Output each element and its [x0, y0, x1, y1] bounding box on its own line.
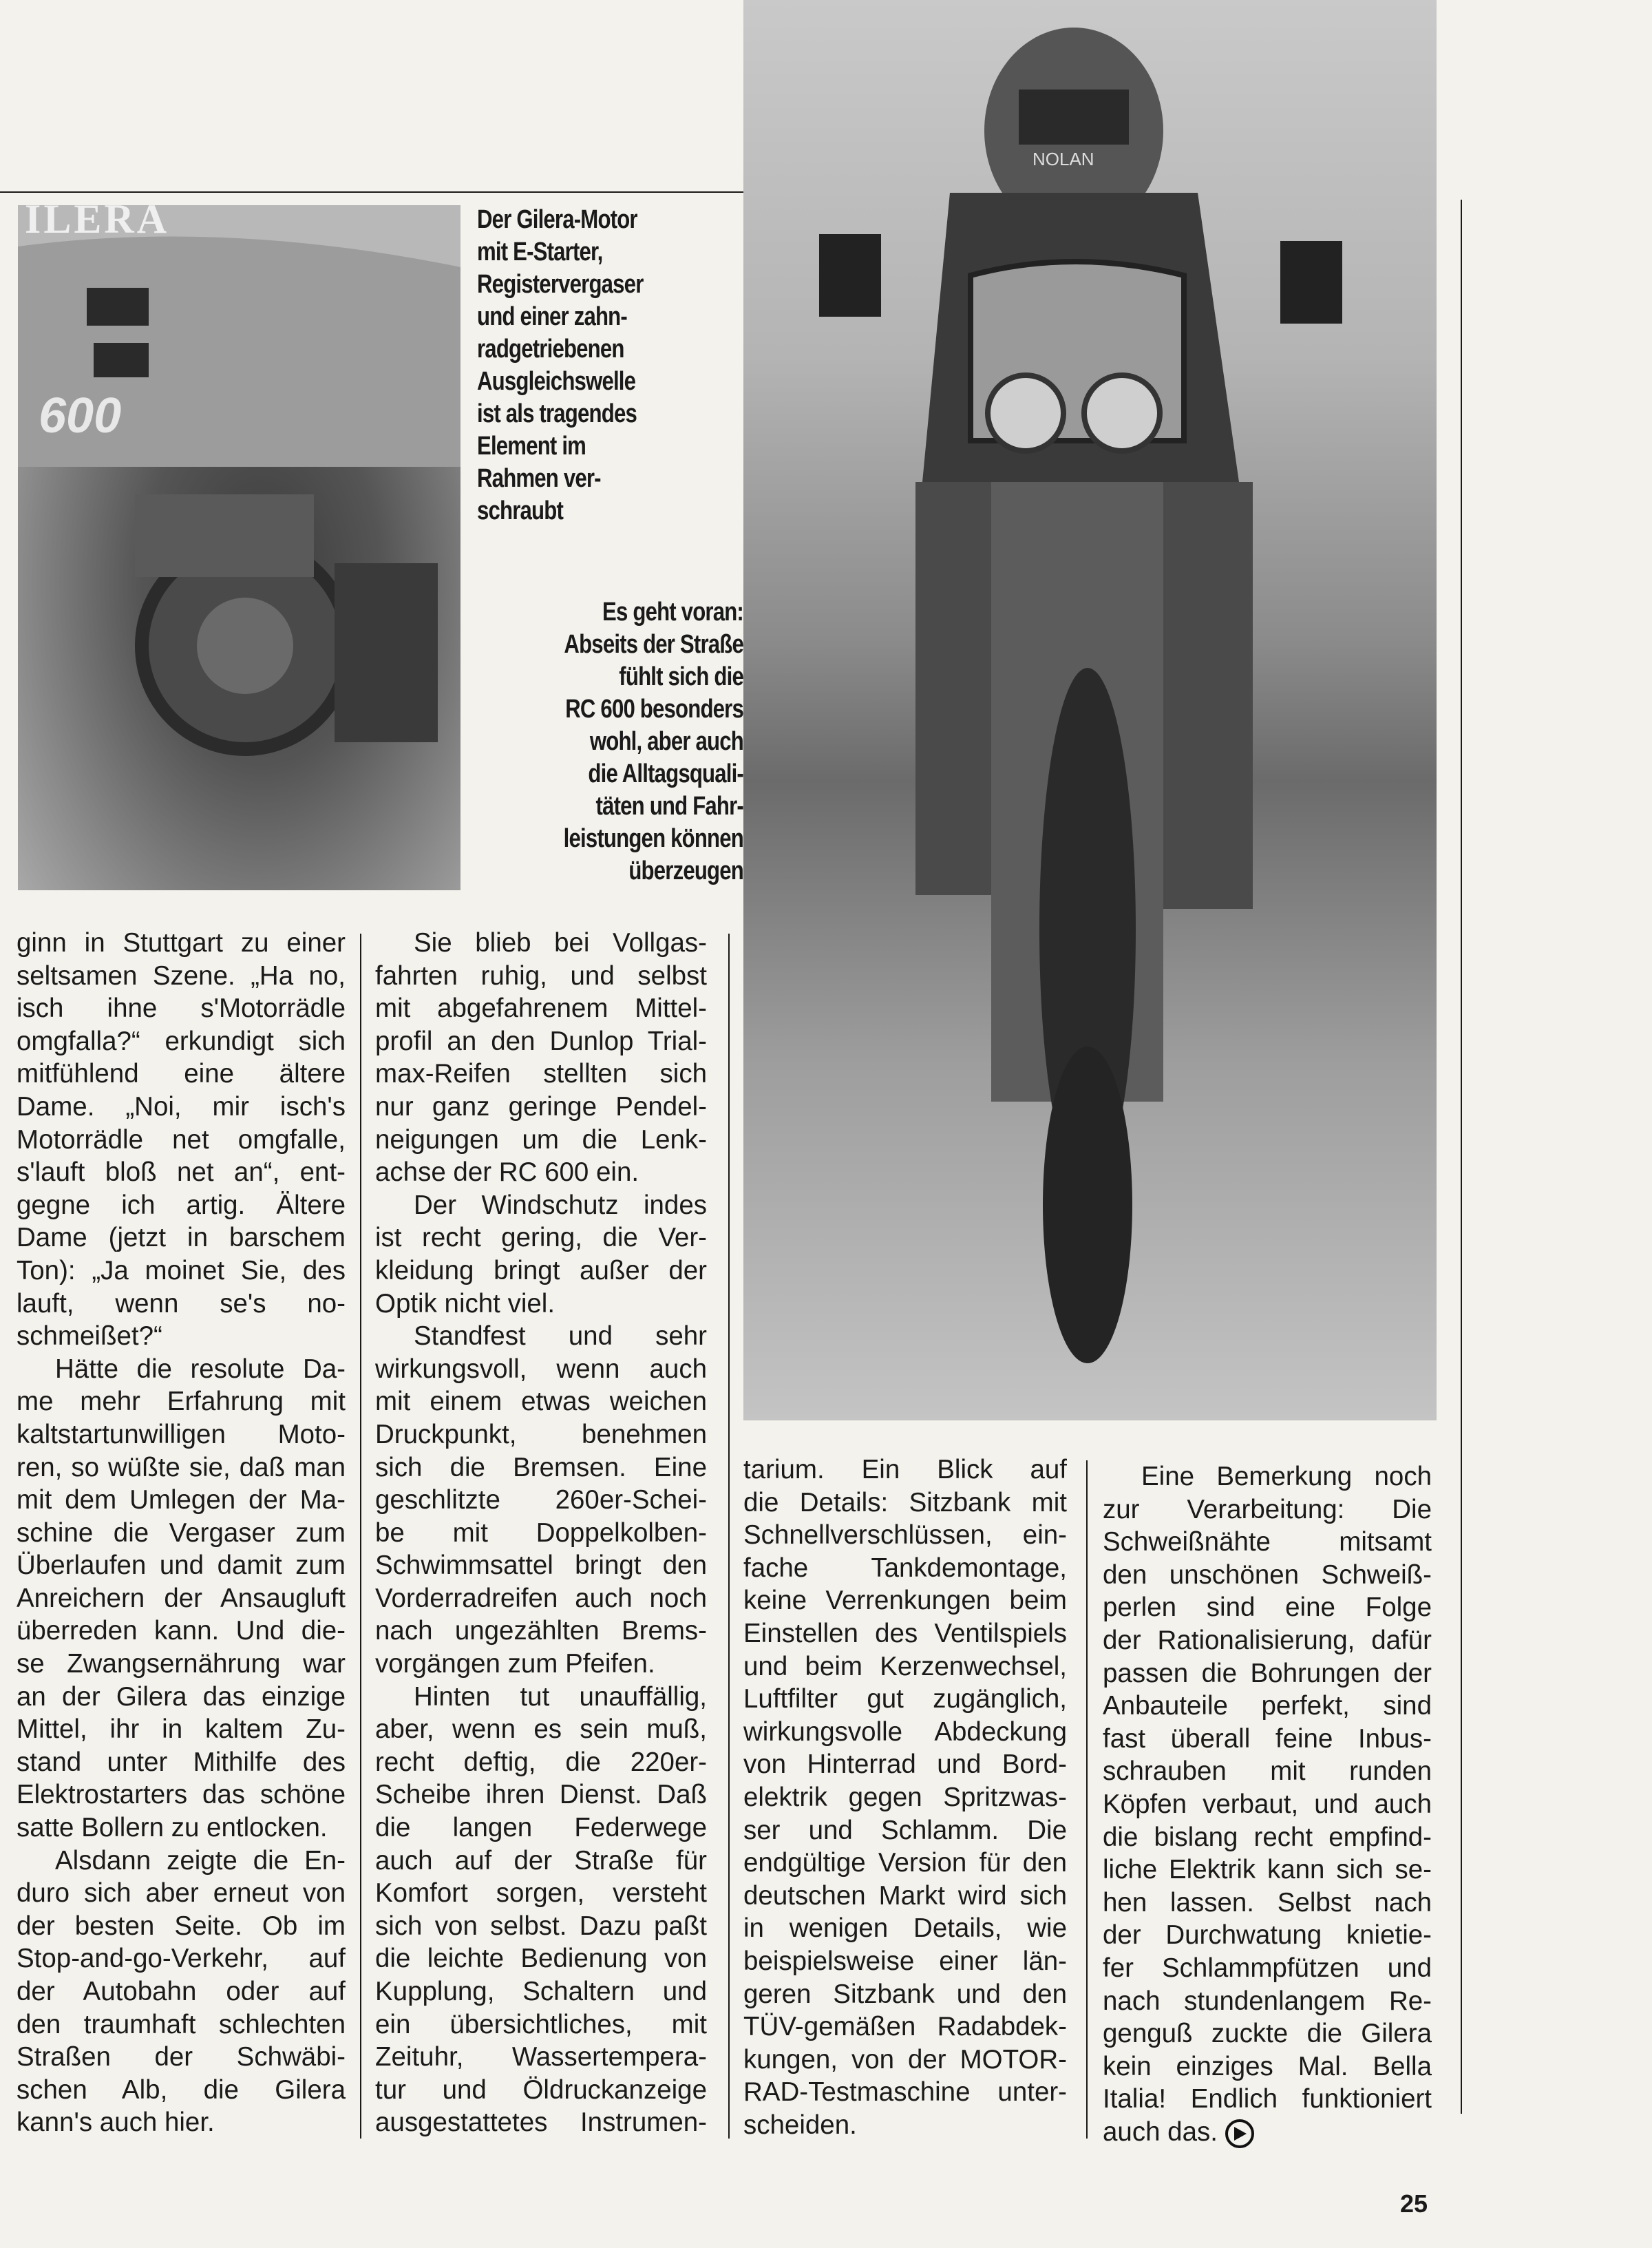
- text-line: Vorderradreifen auch noch: [375, 1583, 707, 1613]
- text-column-4: [1103, 1460, 1432, 2149]
- text-line: Anbauteile perfekt, sind: [1103, 1691, 1432, 1721]
- text-line: Komfort sorgen, versteht: [375, 1878, 707, 1909]
- text-line: Alsdann zeigte die En-: [55, 1845, 346, 1876]
- caption-line: leistungen können: [563, 824, 743, 853]
- caption-line: wohl, aber auch: [589, 727, 743, 756]
- text-line: endgültige Version für den: [743, 1848, 1067, 1878]
- caption-line: Rahmen ver-: [477, 464, 601, 493]
- text-line: satte Bollern zu entlocken.: [17, 1813, 328, 1843]
- text-line: nur ganz geringe Pendel-: [375, 1091, 707, 1122]
- text-line: Schwimmsattel bringt den: [375, 1551, 707, 1581]
- text-line: Kupplung, Schaltern und: [375, 1977, 707, 2006]
- text-line: be mit Doppelkolben-: [375, 1517, 707, 1548]
- text-line: Dame. „Noi, mir isch's: [17, 1091, 346, 1122]
- text-line: Der Windschutz indes: [414, 1190, 707, 1220]
- caption-line: RC 600 besonders: [565, 695, 743, 724]
- text-line: nach stundenlangem Re-: [1103, 1986, 1432, 2016]
- text-line: der besten Seite. Ob im: [17, 1911, 346, 1941]
- caption-line: täten und Fahr-: [595, 792, 743, 821]
- text-line: ginn in Stuttgart zu einer: [17, 928, 346, 958]
- text-line: an der Gilera das einzige: [17, 1681, 346, 1712]
- text-line: mit dem Umlegen der Ma-: [17, 1485, 346, 1515]
- tank-lettering: ILERA: [25, 205, 170, 242]
- text-line: Scheibe ihren Dienst. Daß: [375, 1780, 707, 1810]
- text-line: neigungen um die Lenk-: [375, 1124, 707, 1155]
- caption-line: Der Gilera-Motor: [477, 205, 637, 234]
- text-line: geren Sitzbank und den: [743, 1979, 1067, 2009]
- text-line: Sie blieb bei Vollgas-: [414, 928, 707, 958]
- engine-illustration: [18, 205, 460, 890]
- right-border: [1461, 200, 1462, 2114]
- helmet-lettering: NOLAN: [1032, 149, 1094, 169]
- engine-badge: 600: [39, 388, 122, 443]
- text-line: Überlaufen und damit zum: [17, 1551, 346, 1581]
- text-line: fahrten ruhig, und selbst: [375, 960, 707, 991]
- text-line: kungen, von der MOTOR-: [743, 2044, 1067, 2074]
- text-line: deutschen Markt wird sich: [743, 1880, 1067, 1911]
- text-line: kleidung bringt außer der: [375, 1255, 707, 1285]
- text-line: kann's auch hier.: [17, 2108, 215, 2138]
- text-line: tarium. Ein Blick auf: [743, 1455, 1067, 1484]
- text-line: achse der RC 600 ein.: [375, 1157, 639, 1188]
- text-line: mit einem etwas weichen: [375, 1387, 707, 1417]
- caption-line: die Alltagsquali-: [588, 759, 743, 788]
- text-line: ein übersichtliches, mit: [375, 2009, 707, 2039]
- text-line: seltsamen Szene. „Ha no,: [17, 960, 346, 991]
- text-line: me mehr Erfahrung mit: [17, 1387, 346, 1417]
- text-line: Elektrostarters das schöne: [17, 1780, 346, 1810]
- text-line: kein einziges Mal. Bella: [1103, 2051, 1432, 2081]
- caption-line: schraubt: [477, 496, 564, 525]
- text-line: der Rationalisierung, dafür: [1103, 1625, 1432, 1655]
- top-rule: [0, 191, 752, 193]
- text-line: gegne ich artig. Ältere: [17, 1190, 346, 1220]
- text-line: Mittel, ihr in kaltem Zu-: [17, 1714, 346, 1745]
- text-line: von Hinterrad und Bord-: [743, 1750, 1067, 1780]
- text-line: se Zwangsernährung war: [17, 1649, 346, 1679]
- text-line: TÜV-gemäßen Radabdek-: [743, 2012, 1067, 2042]
- text-column-2: [375, 927, 707, 2139]
- text-line: Druckpunkt, benehmen: [375, 1419, 707, 1449]
- text-line: den traumhaft schlechten: [17, 2009, 346, 2039]
- text-line: perlen sind eine Folge: [1103, 1593, 1432, 1623]
- text-line: passen die Bohrungen der: [1103, 1658, 1432, 1688]
- text-line: Schweißnähte mitsamt: [1103, 1527, 1432, 1557]
- caption-line: und einer zahn-: [477, 302, 627, 331]
- text-line: ausgestattetes Instrumen-: [375, 2108, 707, 2138]
- caption-line: ist als tragendes: [477, 399, 637, 428]
- text-line: recht deftig, die 220er-: [375, 1747, 707, 1777]
- text-line: Ton): „Ja moinet Sie, des: [17, 1255, 346, 1285]
- end-of-article-icon: [1225, 2119, 1255, 2149]
- text-line: tur und Öldruckanzeige: [375, 2074, 707, 2105]
- text-line: fer Schlammpfützen und: [1103, 1953, 1432, 1983]
- text-line: isch ihne s'Motorrädle: [17, 994, 346, 1024]
- text-line: max-Reifen stellten sich: [375, 1059, 707, 1089]
- caption-offroad: [529, 596, 743, 887]
- text-line: genguß zuckte die Gilera: [1103, 2019, 1432, 2049]
- text-line: RAD-Testmaschine unter-: [743, 2077, 1067, 2108]
- engine-photo: [18, 205, 460, 890]
- text-line: fast überall feine Inbus-: [1103, 1723, 1432, 1754]
- caption-line: Element im: [477, 432, 586, 461]
- text-line: aber, wenn es sein muß,: [375, 1714, 707, 1745]
- text-line: fache Tankdemontage,: [743, 1553, 1067, 1583]
- text-line: die Details: Sitzbank mit: [743, 1487, 1067, 1517]
- text-line: in wenigen Details, wie: [743, 1913, 1067, 1944]
- text-line: ser und Schlamm. Die: [743, 1815, 1067, 1845]
- text-line: lauft, wenn se's no-: [17, 1288, 346, 1319]
- text-line: überreden kann. Und die-: [17, 1616, 346, 1646]
- text-line: Dame (jetzt in barschem: [17, 1223, 346, 1253]
- text-line: Optik nicht viel.: [375, 1288, 555, 1319]
- caption-line: Ausgleichswelle: [477, 367, 636, 396]
- text-line: beispielsweise einer län-: [743, 1946, 1067, 1976]
- text-line: die langen Federwege: [375, 1813, 707, 1843]
- text-line: wirkungsvoll, wenn auch: [375, 1354, 707, 1384]
- text-line: schine die Vergaser zum: [17, 1517, 346, 1548]
- text-column-3: [743, 1453, 1067, 2141]
- page-number: 25: [1400, 2189, 1428, 2218]
- text-line: kaltstartunwilligen Moto-: [17, 1419, 346, 1449]
- caption-line: überzeugen: [628, 857, 743, 885]
- text-line: mitfühlend eine ältere: [17, 1059, 346, 1089]
- text-line: Eine Bemerkung noch: [1141, 1462, 1432, 1491]
- text-line: liche Elektrik kann sich se-: [1103, 1855, 1432, 1885]
- text-line: schen Alb, die Gilera: [17, 2074, 346, 2105]
- text-line: geschlitzte 260er-Schei-: [375, 1485, 707, 1515]
- text-line: schrauben mit runden: [1103, 1756, 1432, 1787]
- text-line: nach ungezählten Brems-: [375, 1616, 707, 1646]
- column-rule-1: [360, 934, 361, 2139]
- text-line: schmeißet?“: [17, 1321, 162, 1352]
- text-line: Standfest und sehr: [414, 1321, 707, 1352]
- rider-illustration: [743, 0, 1437, 1420]
- text-line: Luftfilter gut zugänglich,: [743, 1684, 1067, 1714]
- text-line: Italia! Endlich funktioniert: [1103, 2084, 1432, 2114]
- text-line: sich die Bremsen. Eine: [375, 1452, 707, 1482]
- text-line: profil an den Dunlop Trial-: [375, 1026, 707, 1056]
- text-line: zur Verarbeitung: Die: [1103, 1494, 1432, 1524]
- rider-photo: [743, 0, 1437, 1420]
- text-line: Stop-and-go-Verkehr, auf: [17, 1944, 346, 1974]
- text-line: s'lauft bloß net an“, ent-: [17, 1157, 346, 1188]
- text-line: sich von selbst. Dazu paßt: [375, 1911, 707, 1941]
- column-rule-2: [728, 934, 730, 2139]
- caption-line: Abseits der Straße: [564, 630, 743, 659]
- text-line: mit abgefahrenem Mittel-: [375, 994, 707, 1024]
- text-line: elektrik gegen Spritzwas-: [743, 1782, 1067, 1812]
- text-line: der Durchwatung knietie-: [1103, 1920, 1432, 1951]
- text-line: Hinten tut unauffällig,: [414, 1681, 707, 1712]
- text-line: Schnellverschlüssen, ein-: [743, 1520, 1067, 1551]
- text-line: Straßen der Schwäbi-: [17, 2042, 346, 2072]
- text-line: Zeituhr, Wassertempera-: [375, 2042, 707, 2072]
- text-line: hen lassen. Selbst nach: [1103, 1887, 1432, 1918]
- caption-line: mit E-Starter,: [477, 238, 603, 266]
- text-column-1: [17, 927, 346, 2139]
- text-line: den unschönen Schweiß-: [1103, 1559, 1432, 1590]
- text-line: keine Verrenkungen beim: [743, 1586, 1067, 1616]
- text-line: auch das.: [1103, 2116, 1432, 2149]
- caption-line: radgetriebenen: [477, 335, 624, 364]
- text-line: und beim Kerzenwechsel,: [743, 1651, 1067, 1681]
- text-line: vorgängen zum Pfeifen.: [375, 1649, 655, 1679]
- text-line: der Autobahn oder auf: [17, 1977, 346, 2006]
- text-line: ren, so wüßte sie, daß man: [17, 1452, 346, 1482]
- text-line: auch auf der Straße für: [375, 1845, 707, 1876]
- caption-engine: [477, 204, 652, 527]
- text-line: stand unter Mithilfe des: [17, 1747, 346, 1777]
- text-line: scheiden.: [743, 2110, 857, 2140]
- caption-line: Registervergaser: [477, 270, 644, 299]
- text-line: duro sich aber erneut von: [17, 1878, 346, 1909]
- text-line: Einstellen des Ventilspiels: [743, 1618, 1067, 1648]
- text-line: ist recht gering, die Ver-: [375, 1223, 707, 1253]
- column-rule-3: [1086, 1460, 1088, 2139]
- text-line: die leichte Bedienung von: [375, 1944, 707, 1974]
- text-line: Köpfen verbaut, und auch: [1103, 1789, 1432, 1819]
- caption-line: Es geht voran:: [602, 598, 743, 627]
- text-line: wirkungsvolle Abdeckung: [743, 1716, 1067, 1747]
- caption-line: fühlt sich die: [619, 662, 743, 691]
- text-line: Anreichern der Ansaugluft: [17, 1583, 346, 1613]
- text-line: die bislang recht empfind-: [1103, 1822, 1432, 1852]
- text-line: omgfalla?“ erkundigt sich: [17, 1026, 346, 1056]
- text-line: Hätte die resolute Da-: [55, 1354, 346, 1384]
- text-line: Motorrädle net omgfalle,: [17, 1124, 346, 1155]
